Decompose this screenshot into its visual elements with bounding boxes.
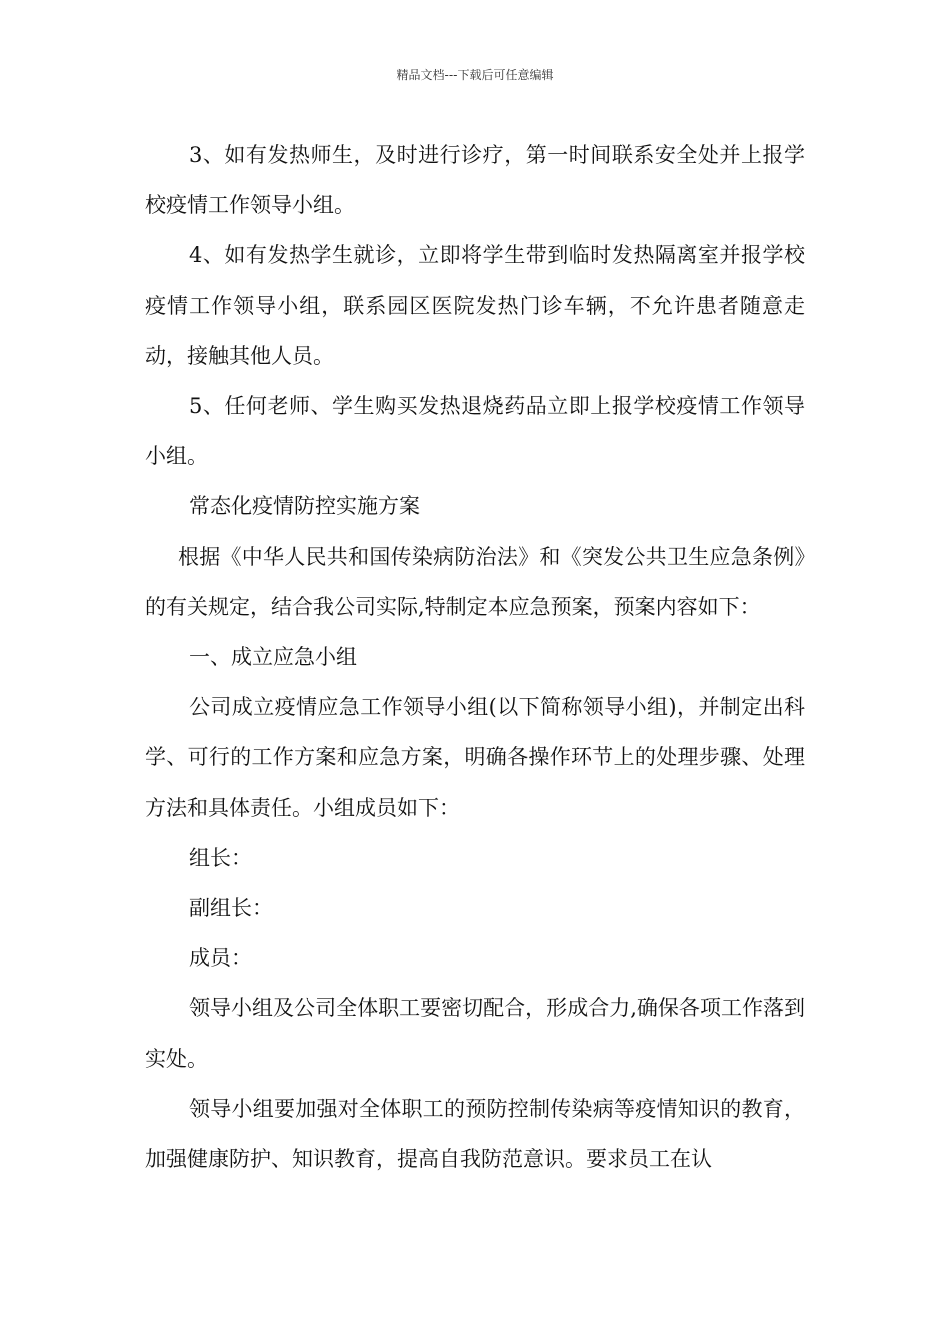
deputy-leader-line: 副组长： (189, 896, 273, 921)
document-body (145, 130, 805, 1184)
paragraph-education: 领导小组要加强对全体职工的预防控制传染病等疫情知识的教育，加强健康防护、知识教育，提高自我防范意识。要求员工在认 (145, 1096, 805, 1172)
paragraph-item-4: 4、如有发热学生就诊，立即将学生带到临时发热隔离室并报学校疫情工作领导小组，联系园区医院发热门诊车辆，不允许患者随意走动，接触其他人员。 (145, 243, 805, 368)
members-line: 成员： (189, 946, 252, 971)
paragraph-item-5: 5、任何老师、学生购买发热退烧药品立即上报学校疫情工作领导小组。 (145, 394, 805, 469)
paragraph-cooperation: 领导小组及公司全体职工要密切配合，形成合力,确保各项工作落到实处。 (145, 996, 805, 1071)
paragraph-intro: 根据《中华人民共和国传染病防治法》和《突发公共卫生应急条例》的有关规定，结合我公司实际,特制定本应急预案，预案内容如下： (145, 544, 805, 619)
section-heading-1: 一、成立应急小组 (189, 645, 357, 670)
paragraph-team: 公司成立疫情应急工作领导小组(以下简称领导小组)，并制定出科学、可行的工作方案和应急方案，明确各操作环节上的处理步骤、处理方法和具体责任。小组成员如下： (145, 695, 805, 820)
page-header: 精品文档---下载后可任意编辑 (396, 68, 554, 82)
section-title: 常态化疫情防控实施方案 (189, 494, 420, 519)
paragraph-item-3: 3、如有发热师生，及时进行诊疗，第一时间联系安全处并上报学校疫情工作领导小组。 (145, 143, 805, 218)
team-leader-line: 组长： (189, 845, 252, 870)
